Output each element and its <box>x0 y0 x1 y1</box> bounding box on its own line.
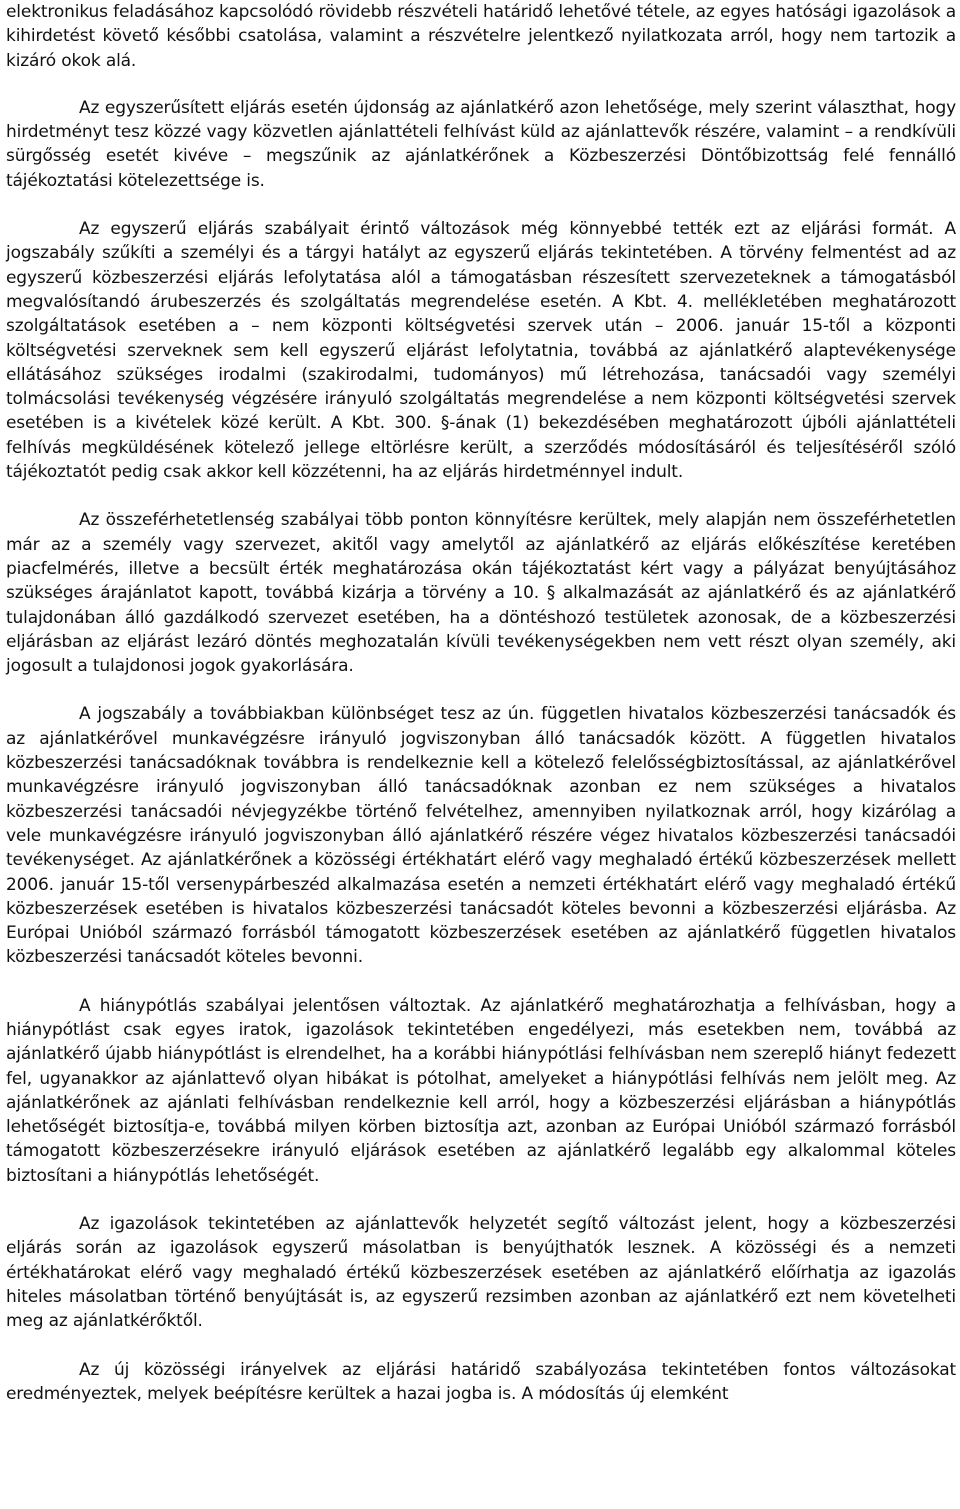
paragraph-simple-procedure: Az egyszerű eljárás szabályait érintő változások még könnyebbé tették ezt az eljárási formát. A jogszabály szűkíti a személyi és a tárgyi hatályt az egyszerű eljárás tekintetében. A törvény felmentést ad az egyszerű közbeszerzési eljárás lefolytatása alól a támogatásban részesített szervezeteknek a támogatásból megvalósítandó árubeszerzés és szolgáltatás megrendelése esetén. A Kbt. 4. mellékletében meghatározott szolgáltatások esetében a – nem központi költségvetési szervek után – 2006. január 15-től a központi költségvetési szerveknek sem kell egyszerű eljárást lefolytatnia, továbbá az ajánlatkérő alaptevékenysége ellátásához szükséges irodalmi (szakirodalmi, tudományos) mű létrehozása, tanácsadói vagy személyi tolmácsolási tevékenység végzésére irányuló szolgáltatás megrendelése a nem központi költségvetési szervek esetében is a kivételek közé került. A Kbt. 300. §-ának (1) bekezdésében meghatározott újbóli ajánlattételi felhívás megküldésének kötelező jellege eltörlésre került, a szerződés módosításáról és teljesítéséről szóló tájékoztatót pedig csak akkor kell közzétenni, ha az eljárás hirdetménnyel indult. <box>6 219 956 483</box>
paragraph-continuation: elektronikus feladásához kapcsolódó rövidebb részvételi határidő lehetővé tétele, az egyes hatósági igazolások a kihirdetést követő későbbi csatolása, valamint a részvételre jelentkező nyilatkozata arról, hogy nem tartozik a kizáró okok alá. <box>6 2 956 71</box>
paragraph-deadlines: Az új közösségi irányelvek az eljárási határidő szabályozása tekintetében fontos változásokat eredményeztek, melyek beépítésre kerültek a hazai jogba is. A módosítás új elemként <box>6 1359 956 1404</box>
paragraph-deficiency-remedy: A hiánypótlás szabályai jelentősen változtak. Az ajánlatkérő meghatározhatja a felhívásban, hogy a hiánypótlást csak egyes iratok, igazolások tekintetében engedélyezi, más esetekben nem, továbbá az ajánlatkérő újabb hiánypótlást is elrendelhet, ha a korábbi hiánypótlási felhívásban nem szereplő hiányt fedezett fel, ugyanakkor az ajánlattevő olyan hibákat is pótolhat, amelyeket a hiánypótlási felhívás nem jelölt meg. Az ajánlatkérőnek az ajánlati felhívásban rendelkeznie kell arról, hogy a közbeszerzési eljárásban a hiánypótlás lehetőségét biztosítja-e, továbbá milyen körben biztosítja azt, azonban az Európai Unióból származó forrásból támogatott közbeszerzésekre irányuló eljárások esetében az ajánlatkérő legalább egy alkalommal köteles biztosítani a hiánypótlás lehetőségét. <box>6 995 956 1186</box>
paragraph-conflict-of-interest: Az összeférhetetlenség szabályai több ponton könnyítésre kerültek, mely alapján nem összeférhetetlen már az a személy vagy szervezet, akitől vagy amelytől az ajánlatkérő az eljárás előkészítése keretében piacfelmérés, illetve a becsült érték meghatározása okán tájékoztatást kért vagy a pályázat benyújtásához szükséges árajánlatot kapott, továbbá kizárja a törvény a 10. § alkalmazását az ajánlatkérő és az ajánlatkérő tulajdonában álló gazdálkodó szervezet esetében, ha a döntéshozó testületek azonosak, de a közbeszerzési eljárásban az eljárást lezáró döntés meghozatalán kívüli tevékenységekben nem vett részt olyan személy, aki jogosult a tulajdonosi jogok gyakorlására. <box>6 510 956 677</box>
paragraph-consultants: A jogszabály a továbbiakban különbséget tesz az ún. független hivatalos közbeszerzési tanácsadók és az ajánlatkérővel munkavégzésre irányuló jogviszonyban álló tanácsadók között. A független hivatalos közbeszerzési tanácsadóknak továbbra is rendelkeznie kell a kötelező felelősségbiztosítással, az ajánlatkérővel munkavégzésre irányuló jogviszonyban álló tanácsadóknak azonban ez nem szükséges a hivatalos közbeszerzési tanácsadói névjegyzékbe történő felvételhez, amennyiben nyilatkoznak arról, hogy kizárólag a vele munkavégzésre irányuló jogviszonyban álló ajánlatkérő részére végez hivatalos közbeszerzési tanácsadói tevékenységet. Az ajánlatkérőnek a közösségi értékhatárt elérő vagy meghaladó értékű közbeszerzések mellett 2006. január 15-től versenypárbeszéd alkalmazása esetén a nemzeti értékhatárt elérő vagy meghaladó értékű közbeszerzések esetében is hivatalos közbeszerzési tanácsadót köteles bevonni a közbeszerzési eljárásba. Az Európai Unióból származó forrásból támogatott közbeszerzések esetében az ajánlatkérő független hivatalos közbeszerzési tanácsadót köteles bevonni. <box>6 704 956 968</box>
document-page <box>6 0 956 1406</box>
paragraph-certificates: Az igazolások tekintetében az ajánlattevők helyzetét segítő változást jelent, hogy a közbeszerzési eljárás során az igazolások egyszerű másolatban is benyújthatók lesznek. A közösségi és a nemzeti értékhatárokat elérő vagy meghaladó értékű közbeszerzések esetében az ajánlatkérő előírhatja az igazolás hiteles másolatban történő benyújtását is, az egyszerű rezsimben azonban az ajánlatkérő ezt nem követelheti meg az ajánlatkérőktől. <box>6 1214 956 1332</box>
paragraph-simplified-procedure: Az egyszerűsített eljárás esetén újdonság az ajánlatkérő azon lehetősége, mely szerint választhat, hogy hirdetményt tesz közzé vagy közvetlen ajánlattételi felhívást küld az ajánlattevők részére, valamint – a rendkívüli sürgősség esetét kivéve – megszűnik az ajánlatkérőnek a Közbeszerzési Döntőbizottság felé fennálló tájékoztatási kötelezettsége is. <box>6 97 956 191</box>
